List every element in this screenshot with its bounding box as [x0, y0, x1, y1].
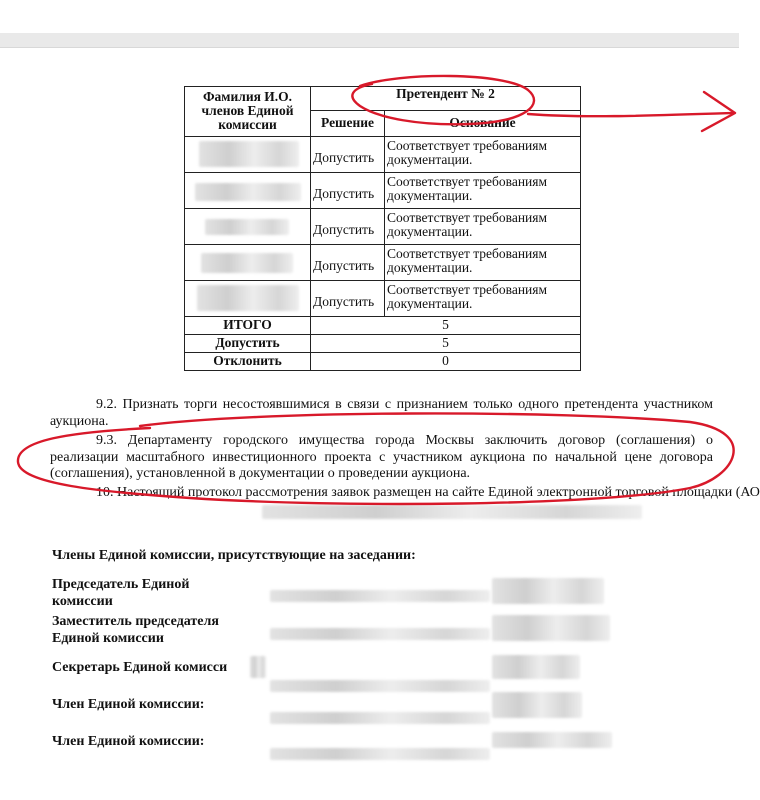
- column-header-applicant: Претендент № 2: [311, 87, 581, 111]
- redacted-signature-line: [270, 712, 490, 724]
- table-row: [185, 173, 581, 209]
- admit-row: [185, 335, 581, 353]
- column-header-reason: Основание: [385, 110, 581, 136]
- reject-label: Отклонить: [185, 353, 311, 371]
- redacted-member-name: [185, 173, 311, 209]
- member-secretary-label: Секретарь Единой комисси: [52, 660, 228, 675]
- redacted-signature-line: [270, 680, 490, 692]
- reason-cell: Соответствует требованиям документации.: [385, 173, 581, 209]
- paragraph-9-2: 9.2. Признать торги несостоявшимися в связи с признанием только одного претендента участником аукциона.: [50, 397, 713, 429]
- redacted-member-name: [185, 209, 311, 245]
- reason-cell: Соответствует требованиям документации.: [385, 209, 581, 245]
- members-title: Члены Единой комиссии, присутствующие на заседании:: [52, 548, 416, 563]
- paragraph-9-3: 9.3. Департаменту городского имущества города Москвы заключить договор (соглашения) о реализации масштабного инвестиционного проекта с участником аукциона по начальной цене договора (соглашения), установленной в документации о проведении аукциона.: [50, 433, 713, 481]
- table-row: [185, 245, 581, 281]
- viewer-top-bar: [0, 0, 739, 48]
- member-2-label: Член Единой комиссии:: [52, 734, 205, 749]
- redacted-signature-line: [270, 748, 490, 760]
- redacted-member-name: [492, 615, 610, 641]
- table-row: [185, 209, 581, 245]
- reason-cell: Соответствует требованиям документации.: [385, 137, 581, 173]
- member-1-label: Член Единой комиссии:: [52, 697, 205, 712]
- redacted-signature-line: [270, 628, 490, 640]
- total-row: [185, 317, 581, 335]
- table-row: [185, 281, 581, 317]
- admit-label: Допустить: [185, 335, 311, 353]
- paragraph-10: 10. Настоящий протокол рассмотрения заявок размещен на сайте Единой электронной торговой площадки (АО: [96, 485, 760, 500]
- member-deputy-label: Заместитель председателя Единой комиссии: [52, 614, 219, 646]
- reason-cell: Соответствует требованиям документации.: [385, 281, 581, 317]
- redacted-signature-line: [270, 590, 490, 602]
- redacted-member-name: [492, 655, 580, 679]
- redacted-member-name: [492, 578, 604, 604]
- table-row: [185, 137, 581, 173]
- redacted-member-name: [185, 137, 311, 173]
- total-value: 5: [311, 317, 581, 335]
- redacted-member-name: [492, 692, 582, 718]
- redacted-member-name: [185, 245, 311, 281]
- redacted-member-name: [492, 732, 612, 748]
- commission-decision-table: [184, 86, 581, 371]
- reject-row: [185, 353, 581, 371]
- viewer-toolbar-strip: [0, 33, 739, 48]
- decision-cell: Допустить: [311, 281, 385, 317]
- redacted-text-fragment: [250, 656, 266, 678]
- column-header-decision: Решение: [311, 110, 385, 136]
- reject-value: 0: [311, 353, 581, 371]
- decision-cell: Допустить: [311, 137, 385, 173]
- admit-value: 5: [311, 335, 581, 353]
- decision-cell: Допустить: [311, 209, 385, 245]
- annotation-arrow-head: [702, 92, 735, 131]
- decision-cell: Допустить: [311, 173, 385, 209]
- total-label: ИТОГО: [185, 317, 311, 335]
- decision-cell: Допустить: [311, 245, 385, 281]
- member-chair-label: Председатель Единой комиссии: [52, 577, 190, 609]
- column-header-fio: Фамилия И.О. членов Единой комиссии: [185, 87, 311, 137]
- redacted-site-address: [262, 505, 642, 519]
- reason-cell: Соответствует требованиям документации.: [385, 245, 581, 281]
- redacted-member-name: [185, 281, 311, 317]
